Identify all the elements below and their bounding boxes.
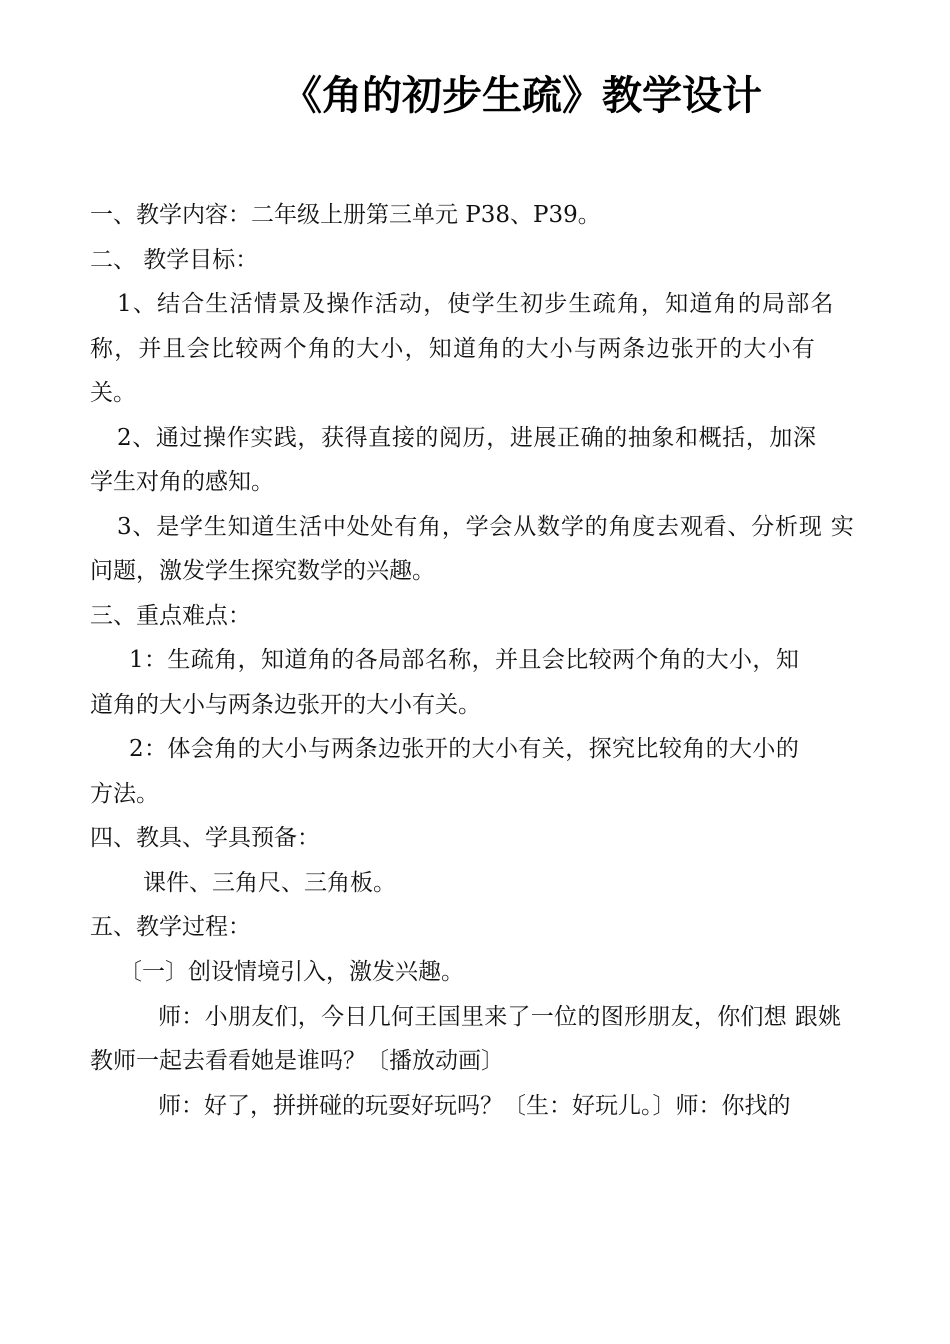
paragraph-line: 1：生疏角，知道角的各局部名称，并且会比较两个角的大小，知 [129, 647, 800, 673]
section-heading-goals: 二、 教学目标： [90, 247, 259, 273]
section-heading-materials: 四、教具、学具预备： [90, 825, 320, 851]
paragraph-line: 师：小朋友们，今日几何王国里来了一位的图形朋友，你们想 跟姚 [158, 1004, 842, 1030]
paragraph-line: 1、结合生活情景及操作活动，使学生初步生疏角，知道角的局部名 [117, 291, 835, 317]
paragraph-line: 称，并且会比较两个角的大小，知道角的大小与两条边张开的大小有 [90, 336, 816, 362]
section-heading-process: 五、教学过程： [90, 914, 251, 940]
subsection-heading: 〔一〕创设情境引入，激发兴趣。 [119, 959, 464, 985]
paragraph-line: 道角的大小与两条边张开的大小有关。 [90, 692, 481, 718]
paragraph-line: 关。 [90, 380, 136, 406]
paragraph-line: 课件、三角尺、三角板。 [143, 870, 396, 896]
paragraph-line: 师：好了，拼拼碰的玩耍好玩吗？〔生：好玩儿。〕师：你找的 [158, 1093, 791, 1119]
paragraph-line: 2、通过操作实践，获得直接的阅历，进展正确的抽象和概括，加深 [117, 425, 817, 451]
section-heading-content: 一、教学内容：二年级上册第三单元 P38、P39。 [90, 202, 601, 228]
paragraph-line: 教师一起去看看她是谁吗？〔播放动画〕 [90, 1048, 504, 1074]
document-title: 《角的初步生疏》教学设计 [282, 73, 762, 119]
paragraph-line: 3、是学生知道生活中处处有角，学会从数学的角度去观看、分析现 实 [117, 514, 855, 540]
paragraph-line: 问题，激发学生探究数学的兴趣。 [90, 558, 435, 584]
paragraph-line: 学生对角的感知。 [90, 469, 274, 495]
paragraph-line: 方法。 [90, 781, 159, 807]
paragraph-line: 2：体会角的大小与两条边张开的大小有关，探究比较角的大小的 [129, 736, 800, 762]
section-heading-keypoints: 三、重点难点： [90, 603, 251, 629]
